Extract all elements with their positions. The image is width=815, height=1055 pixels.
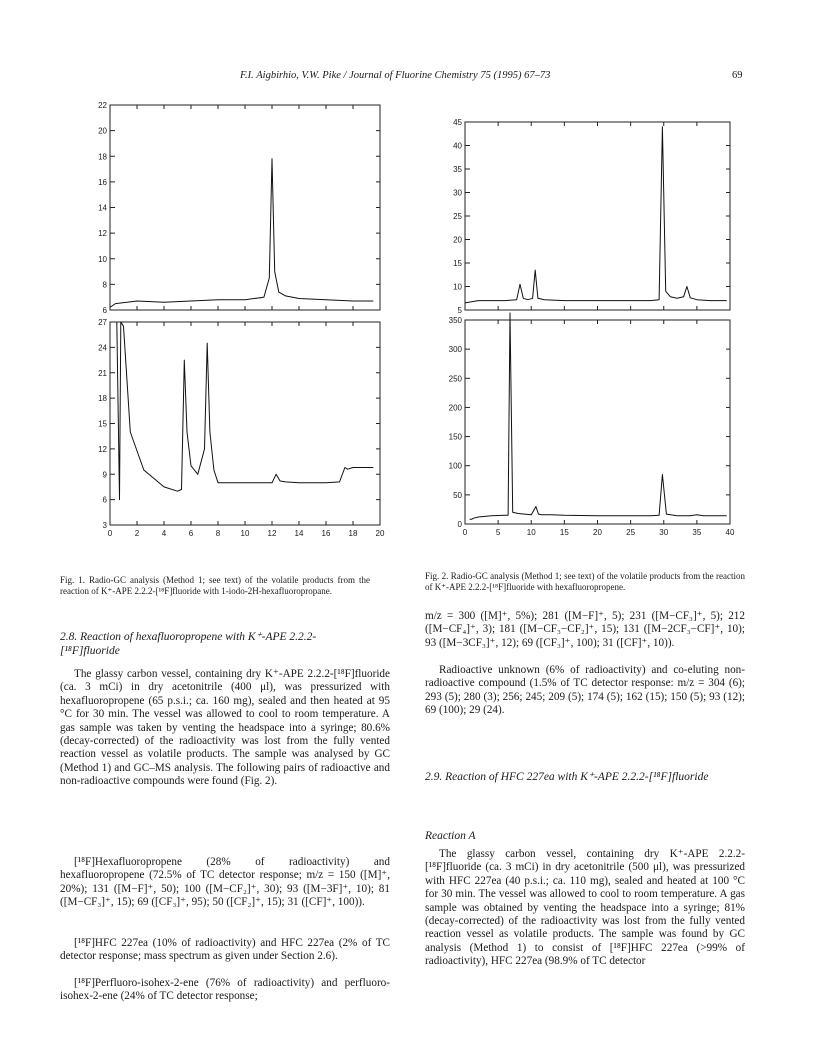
y-tick-label: 50 xyxy=(453,490,462,500)
x-tick-label: 0 xyxy=(107,529,113,538)
x-tick-label: 4 xyxy=(161,529,167,538)
y-tick-label: 100 xyxy=(448,461,462,471)
section-2-8-para-1: The glassy carbon vessel, containing dry K⁺-APE 2.2.2-[¹⁸F]fluoride (ca. 3 mCi) in dry acetonitrile (400 μl), was pressurized with hexafluoropropene (65 p.s.i.; ca. 160 mg), sealed and then heated at 95 °C for 30 min. The vessel was allowed to cool to room temperature. A gas sample was taken by venting the headspace into a syringe; 80.6% (decay-corrected) of the radioactivity was lost from the fully vented reaction vessel as volatile products. The sample was analysed by GC (Method 1) and GC–MS analysis. The following pairs of radioactive and non-radioactive compounds were found (Fig. 2). xyxy=(60,668,390,788)
y-tick-label: 45 xyxy=(453,118,462,127)
running-title: F.I. Aigbirhio, V.W. Pike / Journal of Fluorine Chemistry 75 (1995) 67–73 xyxy=(240,70,551,81)
figure-1-caption: Fig. 1. Radio-GC analysis (Method 1; see text) of the volatile products from the reaction of K⁺-APE 2.2.2-[¹⁸F]fluoride with 1-iodo-2H-hexafluoropropane. xyxy=(60,575,370,596)
plot-frame xyxy=(465,320,730,524)
x-tick-label: 6 xyxy=(188,529,194,538)
y-tick-label: 21 xyxy=(98,368,107,378)
y-tick-label: 14 xyxy=(98,203,107,213)
series-line xyxy=(110,159,373,308)
y-tick-label: 35 xyxy=(453,165,462,174)
section-2-9-title: 2.9. Reaction of HFC 227ea with K⁺-APE 2.2.2-[¹⁸F]fluoride xyxy=(425,771,709,783)
x-tick-label: 40 xyxy=(725,528,735,537)
y-tick-label: 40 xyxy=(453,141,462,151)
y-tick-label: 9 xyxy=(102,470,107,480)
series-line xyxy=(465,127,727,303)
mass-spectrum-para: m/z = 300 ([M]⁺, 5%); 281 ([M−F]⁺, 5); 231 ([M−CF₃]⁺, 5); 212 ([M−CF₄]⁺, 3); 181 ([M−CF₃−CF₂]⁺, 15); 131 ([M−2CF₃−CF]⁺, 10); 93 ([M−3CF₃]⁺, 12); 69 ([CF₃]⁺, 100); 31 ([CF]⁺, 10)). xyxy=(425,610,745,649)
y-tick-label: 12 xyxy=(98,229,107,239)
y-tick-label: 24 xyxy=(98,343,107,353)
y-tick-label: 22 xyxy=(98,101,107,110)
y-tick-label: 20 xyxy=(98,126,107,136)
x-tick-label: 14 xyxy=(294,529,304,538)
section-2-8-para-2: [¹⁸F]Hexafluoropropene (28% of radioactivity) and hexafluoropropene (72.5% of TC detector response; m/z = 150 ([M]⁺, 20%); 131 ([M−F]⁺, 50); 100 ([M−CF₂]⁺, 30); 93 ([M−3F]⁺, 10); 81 ([M−CF₃]⁺, 15); 69 ([CF₃]⁺, 95); 50 ([CF₂]⁺, 15); 31 ([CF]⁺, 100)). xyxy=(60,856,390,909)
page-number: 69 xyxy=(732,70,743,81)
figure-1 xyxy=(60,95,400,565)
y-tick-label: 27 xyxy=(98,318,107,327)
x-tick-label: 25 xyxy=(626,528,636,537)
x-tick-label: 10 xyxy=(240,529,250,538)
reaction-a-para: The glassy carbon vessel, containing dry K⁺-APE 2.2.2-[¹⁸F]fluoride (ca. 3 mCi) in dry acetonitrile (500 μl), was pressurized with HFC 227ea (40 p.s.i.; ca. 110 mg), sealed and heated at 100 °C for 30 min. The vessel was allowed to cool to room temperature. A gas sample was obtained by venting the headspace into a syringe; 81% (decay-corrected) of the radioactivity was lost from the fully vented reaction vessel as volatile products. The sample was found by GC analysis (Method 1) to consist of [¹⁸F]HFC 227ea (>99% of radioactivity), HFC 227ea (98.9% of TC detector xyxy=(425,848,745,968)
x-tick-label: 10 xyxy=(526,528,536,537)
x-tick-label: 16 xyxy=(321,529,331,538)
figure-2-caption: Fig. 2. Radio-GC analysis (Method 1; see text) of the volatile products from the reaction of K⁺-APE 2.2.2-[¹⁸F]fluoride with hexafluoropropene. xyxy=(425,571,745,592)
y-tick-label: 10 xyxy=(453,282,462,292)
y-tick-label: 150 xyxy=(448,432,462,442)
y-tick-label: 6 xyxy=(102,306,107,315)
section-2-8-para-3: [¹⁸F]HFC 227ea (10% of radioactivity) and HFC 227ea (2% of TC detector response; mass spectrum as given under Section 2.6). xyxy=(60,937,390,963)
y-tick-label: 250 xyxy=(448,374,462,384)
y-tick-label: 8 xyxy=(102,280,107,290)
y-tick-label: 20 xyxy=(453,235,462,245)
y-tick-label: 200 xyxy=(448,403,462,413)
x-tick-label: 20 xyxy=(375,529,385,538)
y-tick-label: 30 xyxy=(453,188,462,198)
y-tick-label: 25 xyxy=(453,212,462,221)
plot-frame xyxy=(110,105,380,310)
figure-2 xyxy=(410,112,760,567)
y-tick-label: 18 xyxy=(98,152,107,162)
y-tick-label: 15 xyxy=(453,259,462,268)
plot-frame xyxy=(110,322,380,525)
x-tick-label: 12 xyxy=(267,529,277,538)
x-tick-label: 5 xyxy=(495,528,501,537)
plot-frame xyxy=(465,122,730,310)
y-tick-label: 15 xyxy=(98,419,107,429)
y-tick-label: 350 xyxy=(448,316,462,325)
x-tick-label: 20 xyxy=(593,528,602,537)
section-2-8-para-4: [¹⁸F]Perfluoro-isohex-2-ene (76% of radioactivity) and perfluoro-isohex-2-ene (24% of TC detector response; xyxy=(60,977,390,1003)
y-tick-label: 10 xyxy=(98,254,107,264)
y-tick-label: 16 xyxy=(98,177,107,187)
x-tick-label: 0 xyxy=(462,528,468,537)
running-header xyxy=(0,70,815,86)
section-2-8-title: 2.8. Reaction of hexafluoropropene with K⁺-APE 2.2.2-[¹⁸F]fluoride xyxy=(60,631,317,657)
y-tick-label: 18 xyxy=(98,394,107,404)
reaction-a-title: Reaction A xyxy=(425,830,476,842)
y-tick-label: 0 xyxy=(457,520,462,529)
x-tick-label: 15 xyxy=(559,528,569,537)
x-tick-label: 18 xyxy=(348,529,358,538)
y-tick-label: 3 xyxy=(102,521,107,530)
x-tick-label: 2 xyxy=(134,529,140,538)
y-tick-label: 5 xyxy=(457,306,462,315)
series-line xyxy=(470,313,727,519)
x-tick-label: 30 xyxy=(659,528,669,537)
y-tick-label: 6 xyxy=(102,495,107,505)
x-tick-label: 8 xyxy=(215,529,221,538)
y-tick-label: 300 xyxy=(448,345,462,355)
x-tick-label: 35 xyxy=(692,528,702,537)
series-line xyxy=(117,322,374,500)
radioactive-unknown-para: Radioactive unknown (6% of radioactivity) and co-eluting non-radioactive compound (1.5% of TC detector response: m/z = 304 (6); 293 (5); 280 (3); 256; 245; 209 (5); 174 (5); 162 (15); 150 (5); 93 (12); 69 (100); 29 (24). xyxy=(425,664,745,717)
y-tick-label: 12 xyxy=(98,444,107,454)
